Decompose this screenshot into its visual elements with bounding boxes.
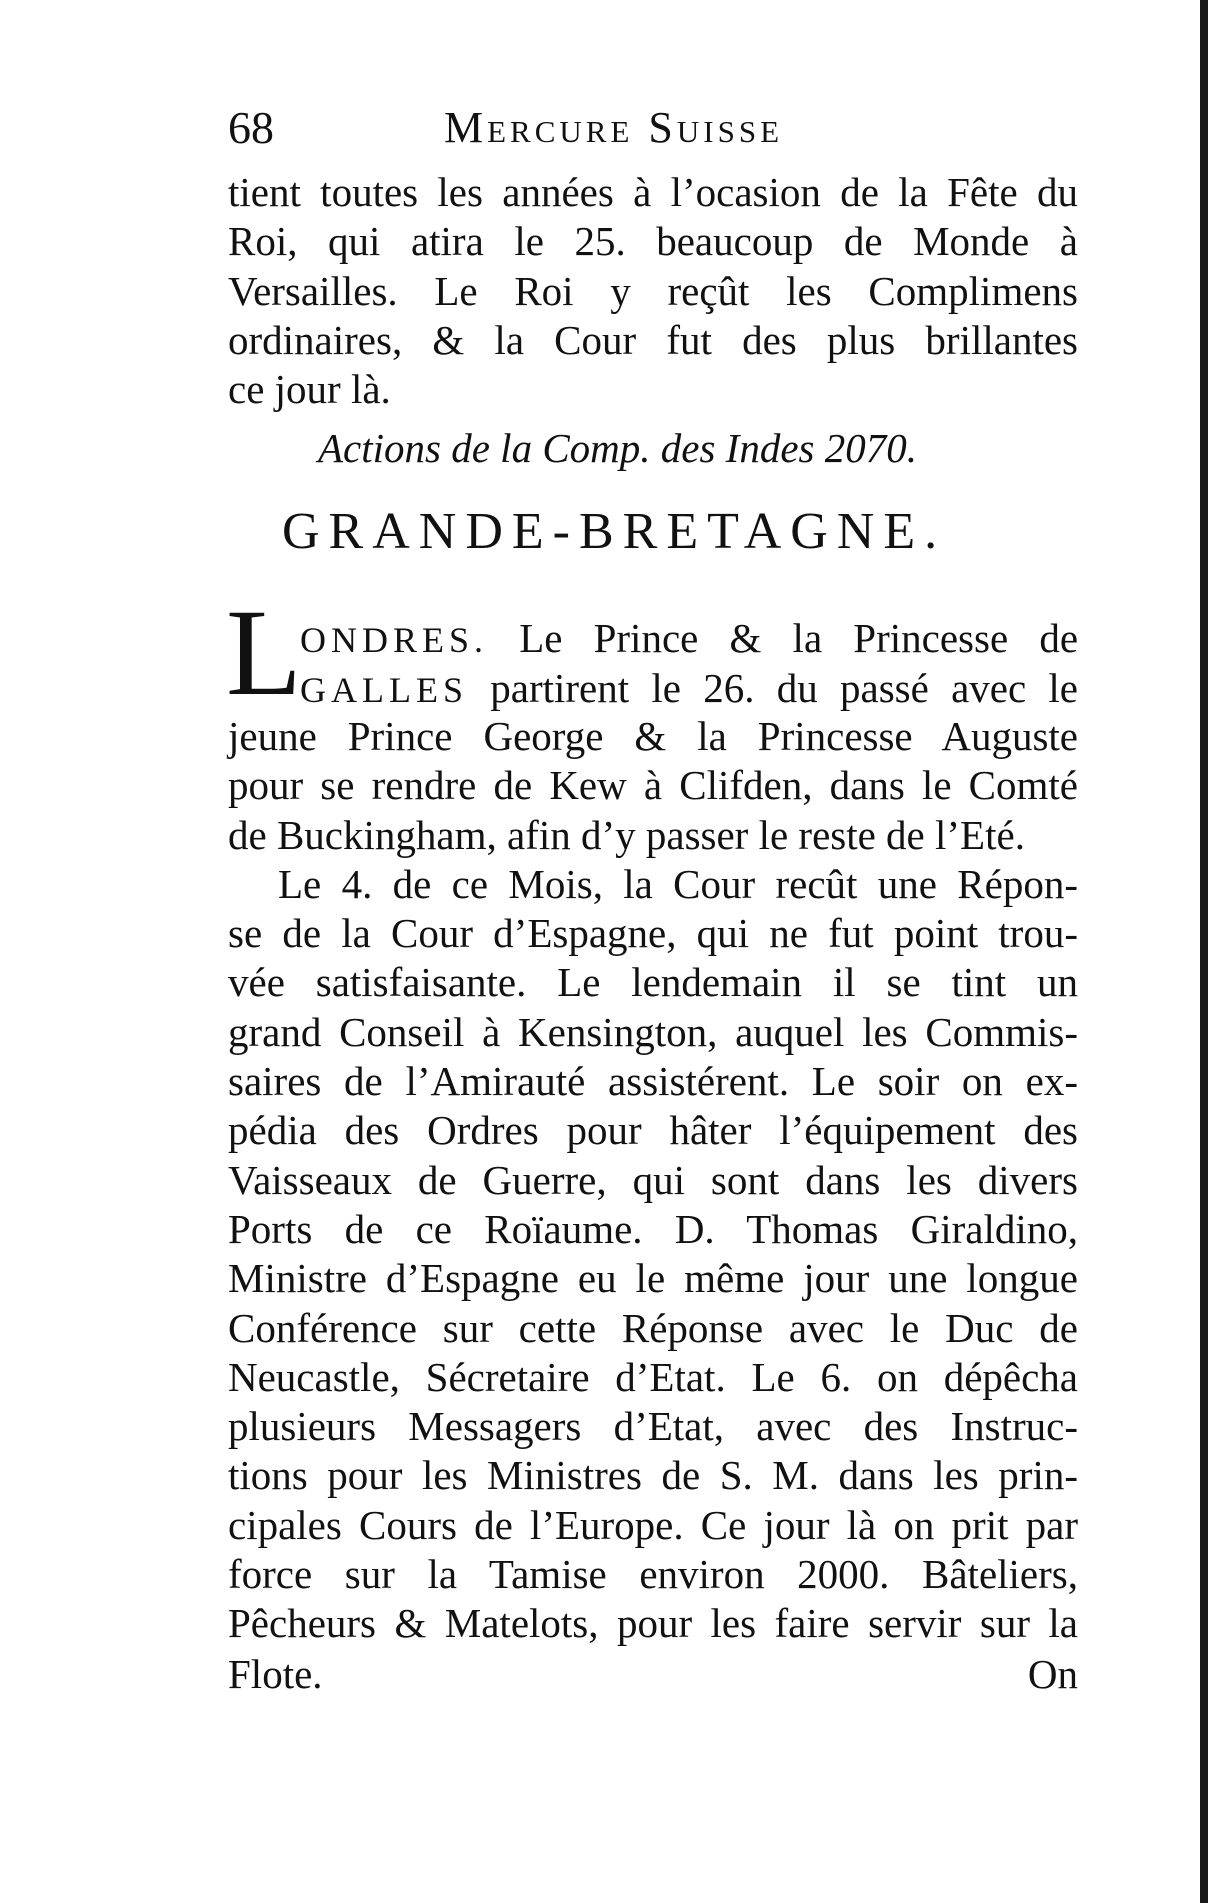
text-line: Le 4. de ce Mois, la Cour recût une Répon- <box>278 860 1078 907</box>
dateline-city: ONDRES. <box>300 620 489 660</box>
text-line: Roi, qui atira le 25. beaucoup de Monde à <box>228 218 1078 265</box>
scan-edge <box>1200 0 1208 1903</box>
shares-price-note: Actions de la Comp. des Indes 2070. <box>318 425 917 471</box>
drop-line <box>300 614 1078 665</box>
text-line: ordinaires, & la Cour fut des plus brillantes <box>228 316 1078 363</box>
final-line <box>228 1650 1078 1699</box>
text-fragment: partirent le 26. du passé avec le <box>490 665 1079 711</box>
text-line: se de la Cour d’Espagne, qui ne fut point trou- <box>228 910 1078 957</box>
text-line: Ports de ce Roïaume. D. Thomas Giraldino, <box>228 1205 1078 1252</box>
text-line: force sur la Tamise environ 2000. Bâteliers, <box>228 1551 1078 1598</box>
text-line: saires de l’Amirauté assistérent. Le soir on ex- <box>228 1058 1078 1105</box>
text-line: ce jour là. <box>228 366 391 413</box>
text-fragment: Flote. <box>228 1651 323 1697</box>
catchword: On <box>1027 1651 1078 1697</box>
page-header <box>228 93 1078 163</box>
text-line: cipales Cours de l’Europe. Ce jour là on prit par <box>228 1501 1078 1548</box>
text-line: pour se rendre de Kew à Clifden, dans le Comté <box>228 762 1078 809</box>
text-line: Conférence sur cette Réponse avec le Duc de <box>228 1304 1078 1351</box>
text-line: Neucastle, Sécretaire d’Etat. Le 6. on dépêcha <box>228 1353 1078 1400</box>
text-line: vée satisfaisante. Le lendemain il se tint un <box>228 959 1078 1006</box>
text-line: Versailles. Le Roi y reçût les Complimens <box>228 267 1078 314</box>
text-line: plusieurs Messagers d’Etat, avec des Instruc- <box>228 1403 1078 1450</box>
text-line: jeune Prince George & la Princesse Auguste <box>228 713 1078 759</box>
text-line: Vaisseaux de Guerre, qui sont dans les divers <box>228 1156 1078 1203</box>
drop-line <box>300 664 1078 715</box>
text-fragment: Le Prince & la Princesse de <box>519 615 1079 661</box>
page-number: 68 <box>228 102 274 153</box>
drop-cap: L <box>226 584 302 721</box>
section-title: GRANDE-BRETAGNE. <box>282 503 947 560</box>
opening-paragraph <box>228 168 1078 414</box>
text-line: de Buckingham, afin d’y passer le reste de l’Eté. <box>228 811 1025 858</box>
text-line: Pêcheurs & Matelots, pour les faire servir sur la <box>228 1600 1078 1647</box>
text-line: tient toutes les années à l’ocasion de la Fête du <box>228 169 1078 215</box>
text-line: grand Conseil à Kensington, auquel les Commis- <box>228 1008 1078 1055</box>
running-head: Mercure Suisse <box>444 103 784 152</box>
main-text <box>228 712 1078 1649</box>
title-name: GALLES <box>300 670 468 710</box>
text-line: Ministre d’Espagne eu le même jour une longue <box>228 1255 1078 1302</box>
text-line: tions pour les Ministres de S. M. dans les prin- <box>228 1452 1078 1499</box>
text-line: pédia des Ordres pour hâter l’équipement des <box>228 1107 1078 1154</box>
